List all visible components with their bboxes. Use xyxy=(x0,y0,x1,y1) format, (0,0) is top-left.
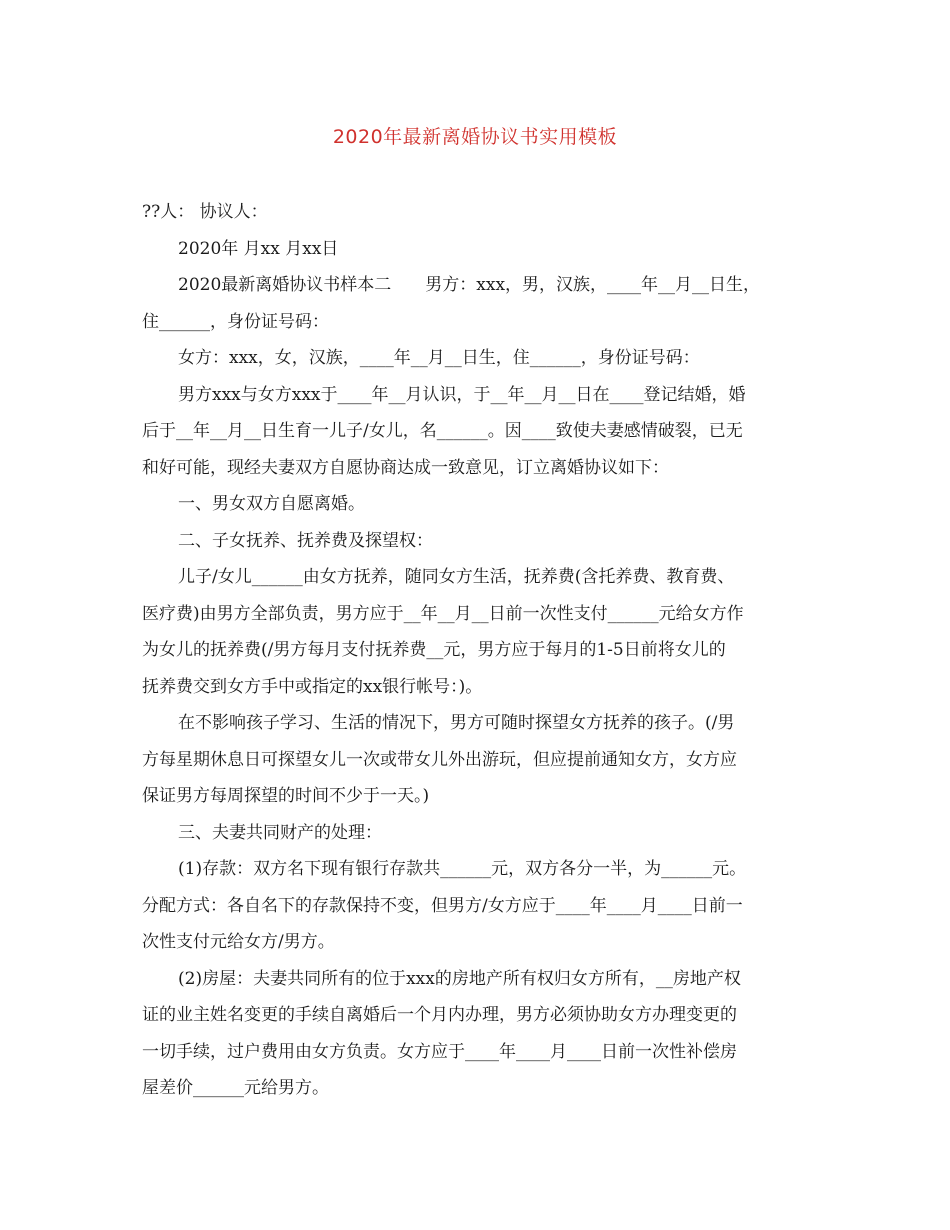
document-title: 2020年最新离婚协议书实用模板 xyxy=(332,126,618,148)
document-line: 保证男方每周探望的时间不少于一天。) xyxy=(142,786,430,806)
document-line: 医疗费)由男方全部负责，男方应于__年__月__日前一次性支付______元给女方作 xyxy=(142,603,744,624)
document-line: 一切手续，过户费用由女方负责。女方应于____年____月____日前一次性补偿房 xyxy=(142,1041,737,1062)
document-line: 屋差价______元给男方。 xyxy=(142,1078,329,1098)
document-line: 2020最新离婚协议书样本二 男方：xxx，男，汉族，____年__月__日生， xyxy=(178,275,761,295)
document-line: 儿子/女儿______由女方抚养，随同女方生活，抚养费(含托养费、教育费、 xyxy=(178,567,735,587)
document-body xyxy=(142,194,812,1107)
document-line: ??人： 协议人： xyxy=(142,202,268,222)
document-line: 三、夫妻共同财产的处理： xyxy=(178,822,382,843)
document-line: 和好可能，现经夫妻双方自愿协商达成一致意见，订立离婚协议如下： xyxy=(142,457,669,478)
document-line: 男方xxx与女方xxx于____年__月认识，于__年__月__日在____登记结婚，婚 xyxy=(178,384,746,405)
document-line: 抚养费交到女方手中或指定的xx银行帐号：)。 xyxy=(142,676,483,697)
document-line: 住______，身份证号码： xyxy=(142,311,329,332)
document-line: 二、子女抚养、抚养费及探望权： xyxy=(178,530,433,551)
document-line: 一、男女双方自愿离婚。 xyxy=(178,494,365,514)
document-line: 2020年 月xx 月xx日 xyxy=(178,238,339,259)
document-line: 方每星期休息日可探望女儿一次或带女儿外出游玩，但应提前通知女方，女方应 xyxy=(142,749,737,770)
document-line: (1)存款：双方名下现有银行存款共______元，双方各分一半，为______元。 xyxy=(178,859,747,879)
document-line: 次性支付元给女方/男方。 xyxy=(142,932,335,952)
document-line: (2)房屋：夫妻共同所有的位于xxx的房地产所有权归女方所有，__房地产权 xyxy=(178,968,741,989)
document-line: 女方：xxx，女，汉族，____年__月__日生，住______，身份证号码： xyxy=(178,348,700,368)
document-line: 分配方式：各自名下的存款保持不变，但男方/女方应于____年____月____日前一 xyxy=(142,895,743,916)
document-line: 证的业主姓名变更的手续自离婚后一个月内办理，男方必须协助女方办理变更的 xyxy=(142,1005,737,1025)
document-line: 后于__年__月__日生育一儿子/女儿，名______。因____致使夫妻感情破裂，已无 xyxy=(142,421,743,441)
document-line: 在不影响孩子学习、生活的情况下，男方可随时探望女方抚养的孩子。(/男 xyxy=(178,713,735,733)
document-line: 为女儿的抚养费(/男方每月支付抚养费__元，男方应于每月的1-5日前将女儿的 xyxy=(142,640,726,660)
